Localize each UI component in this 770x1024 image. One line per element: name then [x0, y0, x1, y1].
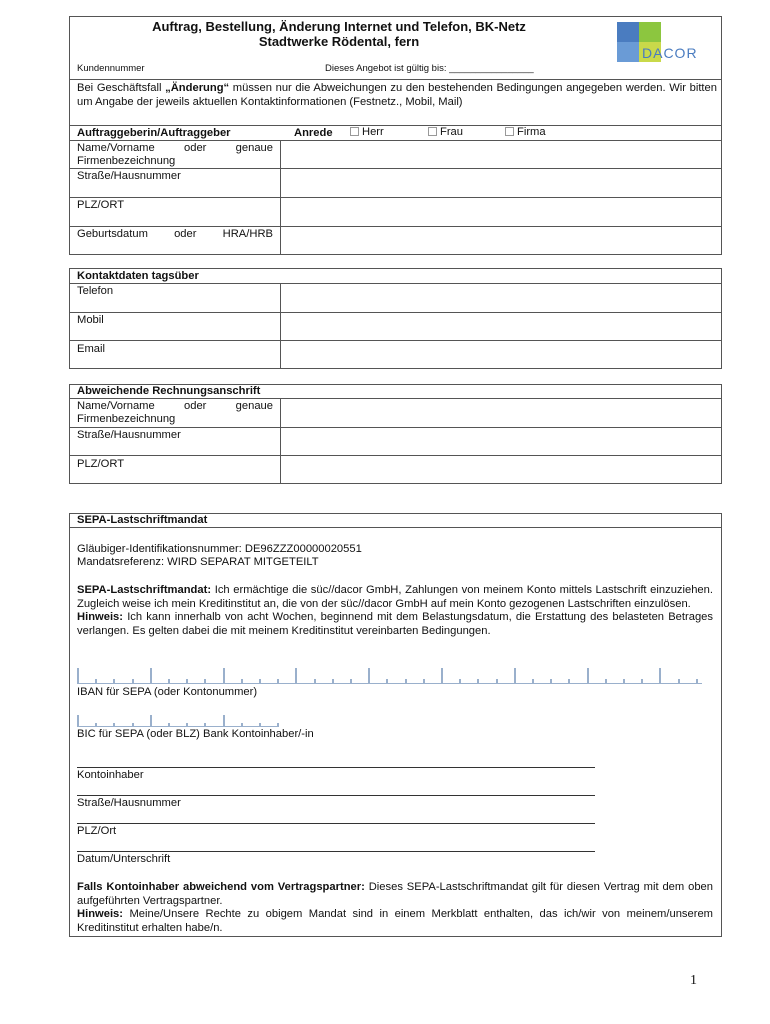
signature-line-4[interactable]	[77, 851, 595, 852]
comb-tick	[113, 723, 115, 727]
billing-field-name: Name/Vorname oder genaue Firmenbezeichnung	[77, 400, 273, 425]
comb-tick	[550, 679, 552, 684]
contact-heading: Kontaktdaten tagsüber	[77, 270, 199, 282]
form-title-line1: Auftrag, Bestellung, Änderung Internet und Telefon, BK-Netz	[152, 19, 526, 34]
form-title	[69, 19, 609, 49]
comb-tick	[204, 723, 206, 727]
sepa-hint-bold: Hinweis:	[77, 611, 124, 624]
bic-input[interactable]	[77, 714, 279, 728]
comb-tick	[277, 723, 279, 727]
signature-line-2[interactable]	[77, 795, 595, 796]
salutation-firma[interactable]	[505, 126, 546, 138]
contact-field-phone: Telefon	[77, 285, 114, 297]
comb-tick	[204, 679, 206, 684]
comb-tick	[350, 679, 352, 684]
client-field-birthdate: Geburtsdatum oder HRA/HRB	[77, 228, 273, 240]
comb-tick	[241, 723, 243, 727]
comb-tick	[95, 723, 97, 727]
comb-tick	[223, 668, 225, 684]
comb-tick	[314, 679, 316, 684]
salutation-label: Anrede	[294, 127, 333, 139]
bic-baseline	[77, 726, 279, 727]
comb-tick	[259, 679, 261, 684]
client-input-plz[interactable]	[281, 198, 721, 226]
client-field-name: Name/Vorname oder genaue Firmenbezeichnung	[77, 142, 273, 167]
comb-tick	[95, 679, 97, 684]
option-herr-label: Herr	[362, 126, 384, 138]
sepa-hint2-text: Meine/Unsere Rechte zu obigem Mandat sind in einem Merkblatt enthalten, das ich/wir von meinem/unserem Kreditinstitut erhalten habe/n.	[77, 908, 713, 934]
header-divider	[69, 79, 722, 80]
billing-input-name[interactable]	[281, 399, 721, 427]
billing-input-plz[interactable]	[281, 456, 721, 483]
client-input-street[interactable]	[281, 169, 721, 197]
contact-field-mobile: Mobil	[77, 314, 104, 326]
client-input-name[interactable]	[281, 141, 721, 168]
iban-baseline	[77, 683, 702, 684]
comb-tick	[514, 668, 516, 684]
comb-tick	[678, 679, 680, 684]
comb-tick	[77, 668, 79, 684]
sepa-hint-text: Ich kann innerhalb von acht Wochen, beginnend mit dem Belastungsdatum, die Erstattung des belasteten Betrages verlangen. Es gelten dabei die mit meinem Kreditinstitut vereinbarten Bedingungen.	[77, 611, 713, 637]
bic-label: BIC für SEPA (oder BLZ) Bank Kontoinhaber/-in	[77, 728, 314, 740]
notice-text	[77, 82, 717, 109]
sepa-heading: SEPA-Lastschriftmandat	[77, 514, 208, 526]
contact-input-email[interactable]	[281, 341, 721, 368]
comb-tick	[113, 679, 115, 684]
salutation-herr[interactable]	[350, 126, 384, 138]
comb-tick	[696, 679, 698, 684]
sepa-mandate-paragraph	[77, 584, 713, 638]
comb-tick	[132, 679, 134, 684]
logo-text: DACOR	[642, 45, 698, 61]
comb-tick	[423, 679, 425, 684]
sig-field-date-signature: Datum/Unterschrift	[77, 853, 171, 865]
billing-heading: Abweichende Rechnungsanschrift	[77, 385, 261, 397]
comb-tick	[277, 679, 279, 684]
option-frau-label: Frau	[440, 126, 464, 138]
comb-tick	[605, 679, 607, 684]
comb-tick	[259, 723, 261, 727]
sepa-mandate-bold: SEPA-Lastschriftmandat:	[77, 584, 212, 596]
comb-tick	[623, 679, 625, 684]
comb-tick	[295, 668, 297, 684]
contact-field-email: Email	[77, 343, 105, 355]
signature-line-3[interactable]	[77, 823, 595, 824]
option-firma-label: Firma	[517, 126, 546, 138]
comb-tick	[405, 679, 407, 684]
comb-tick	[441, 668, 443, 684]
dacor-logo	[617, 22, 712, 64]
sepa-heading-line	[69, 527, 722, 528]
logo-square-3	[617, 42, 639, 62]
signature-line-1[interactable]	[77, 767, 595, 768]
salutation-frau[interactable]	[428, 126, 463, 138]
comb-tick	[223, 715, 225, 727]
sig-field-plz: PLZ/Ort	[77, 825, 117, 837]
comb-tick	[477, 679, 479, 684]
client-field-street: Straße/Hausnummer	[77, 170, 181, 182]
comb-tick	[368, 668, 370, 684]
comb-tick	[132, 723, 134, 727]
comb-tick	[77, 715, 79, 727]
sepa-deviating-text: Dieses SEPA-Lastschriftmandat gilt für diesen Vertrag mit dem oben aufgeführten Vertragspartner.	[77, 881, 713, 907]
sepa-deviating-bold: Falls Kontoinhaber abweichend vom Vertragspartner:	[77, 881, 365, 893]
client-field-plz: PLZ/ORT	[77, 199, 125, 211]
comb-tick	[659, 668, 661, 684]
iban-label: IBAN für SEPA (oder Kontonummer)	[77, 686, 258, 698]
iban-input[interactable]	[77, 666, 702, 684]
comb-tick	[150, 715, 152, 727]
sepa-deviating-paragraph	[77, 881, 713, 935]
billing-field-street: Straße/Hausnummer	[77, 429, 181, 441]
comb-tick	[386, 679, 388, 684]
comb-tick	[168, 723, 170, 727]
page-number: 1	[690, 973, 697, 988]
contact-input-phone[interactable]	[281, 284, 721, 312]
sepa-mandate-ref: Mandatsreferenz: WIRD SEPARAT MITGETEILT	[77, 556, 319, 568]
form-title-line2: Stadtwerke Rödental, fern	[258, 34, 420, 49]
comb-tick	[532, 679, 534, 684]
billing-input-street[interactable]	[281, 428, 721, 455]
validity-label: Dieses Angebot ist gültig bis: ________________	[325, 63, 534, 74]
comb-tick	[241, 679, 243, 684]
billing-field-plz: PLZ/ORT	[77, 458, 125, 470]
comb-tick	[568, 679, 570, 684]
sepa-mandate-text: Ich ermächtige die süc//dacor GmbH, Zahlungen von meinem Konto mittels Lastschrift einzuziehen. Zugleich weise ich mein Kreditinstitut an, die von der süc//dacor GmbH auf mein Konto gezogenen Lastschriften einzulösen.	[77, 584, 713, 610]
checkbox-firma[interactable]	[505, 127, 514, 136]
sepa-hint2-bold: Hinweis:	[77, 908, 124, 921]
customer-number-label: Kundennummer	[77, 63, 145, 74]
checkbox-frau[interactable]	[428, 127, 437, 136]
comb-tick	[186, 723, 188, 727]
logo-square-2	[639, 22, 661, 42]
comb-tick	[496, 679, 498, 684]
comb-tick	[150, 668, 152, 684]
sepa-creditor-id: Gläubiger-Identifikationsnummer: DE96ZZZ00000020551	[77, 543, 362, 555]
logo-square-1	[617, 22, 639, 42]
notice-prefix: Bei Geschäftsfall	[77, 82, 166, 94]
comb-tick	[641, 679, 643, 684]
notice-suffix: müssen nur die Abweichungen zu den bestehenden Bedingungen angegeben werden. Wir bitten um Angabe der jeweils aktuellen Kontaktinformationen (Festnetz., Mobil, Mail)	[77, 82, 717, 108]
sig-field-holder: Kontoinhaber	[77, 769, 144, 781]
checkbox-herr[interactable]	[350, 127, 359, 136]
client-input-birthdate[interactable]	[281, 227, 721, 254]
notice-bold: „Änderung“	[165, 82, 230, 94]
comb-tick	[459, 679, 461, 684]
comb-tick	[587, 668, 589, 684]
comb-tick	[168, 679, 170, 684]
comb-tick	[332, 679, 334, 684]
sig-field-street: Straße/Hausnummer	[77, 797, 181, 809]
comb-tick	[186, 679, 188, 684]
contact-input-mobile[interactable]	[281, 313, 721, 340]
client-heading: Auftraggeberin/Auftraggeber	[77, 127, 231, 139]
